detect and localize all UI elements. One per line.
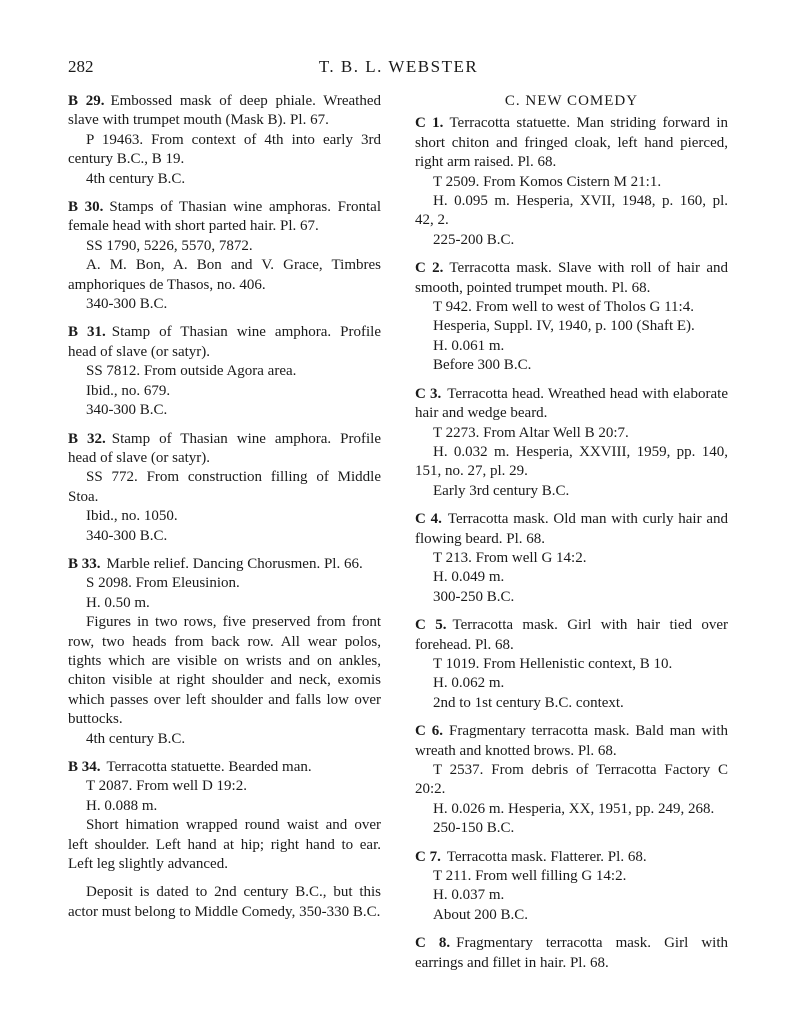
entry-label: C 7. [415,848,441,865]
catalog-entry [415,722,728,838]
entry-detail-line: Short himation wrapped round waist and over left shoulder. Left hand at hip; right hand to ear. Left leg slightly advanced. [68,817,381,873]
entry-description: Terracotta mask. Flatterer. Pl. 68. [446,848,647,865]
entry-label: B 33. [68,555,101,572]
entry-detail-line: H. 0.095 m. Hesperia, XVII, 1948, p. 160, pl. 42, 2. [415,193,728,229]
entry-detail-line: 4th century B.C. [86,730,186,747]
right-entry-list [415,114,728,973]
entry-detail-line: T 2537. From debris of Terracotta Factory C 20:2. [415,762,728,798]
entry-description-line [415,510,728,549]
entry-description-line [68,555,381,574]
entry-description-line [415,616,728,655]
entry-description-line [415,722,728,761]
entry-detail-line: T 1019. From Hellenistic context, B 10. [433,655,673,672]
catalog-entry [415,259,728,375]
entry-description-line [68,198,381,237]
catalog-entry [415,934,728,973]
page-header [68,57,729,81]
entry-detail-line: T 2273. From Altar Well B 20:7. [433,424,629,441]
entry-description: Fragmentary terracotta mask. Girl with earrings and fillet in hair. Pl. 68. [415,935,728,971]
entry-detail-line: P 19463. From context of 4th into early 3rd century B.C., B 19. [68,131,381,168]
catalog-entry [68,430,381,546]
entry-label: B 32. [68,430,106,447]
left-entry-list [68,92,381,874]
entry-detail-line: 340-300 B.C. [86,527,168,544]
catalog-entry [68,92,381,189]
entry-detail-line: H. 0.026 m. Hesperia, XX, 1951, pp. 249, 268. [433,800,715,817]
entry-description: Stamps of Thasian wine amphoras. Frontal female head with short parted hair. Pl. 67. [68,199,381,235]
entry-detail-line: 340-300 B.C. [86,296,168,313]
entry-description-line [415,114,728,172]
entry-detail-line: H. 0.049 m. [433,569,505,586]
entry-description: Terracotta head. Wreathed head with elaborate hair and wedge beard. [415,385,728,422]
entry-description: Terracotta statuette. Man striding forward in short chiton and fringed cloak, left hand pierced, right arm raised. Pl. 68. [415,115,728,171]
entry-detail-line: T 213. From well G 14:2. [433,549,587,566]
entry-description: Terracotta mask. Old man with curly hair and flowing beard. Pl. 68. [415,511,728,547]
entry-detail-line: H. 0.50 m. [86,594,150,611]
entry-detail-line: T 2509. From Komos Cistern M 21:1. [433,173,662,190]
entry-detail-line: T 211. From well filling G 14:2. [433,868,627,885]
entry-detail-line: 340-300 B.C. [86,402,168,419]
entry-description: Terracotta statuette. Bearded man. [106,759,312,775]
catalog-entry [415,616,728,713]
entry-description: Marble relief. Dancing Chorusmen. Pl. 66. [106,555,363,572]
entry-description: Embossed mask of deep phiale. Wreathed slave with trumpet mouth (Mask B). Pl. 67. [68,93,381,129]
entry-label: C 5. [415,617,447,634]
entry-detail-line: 225-200 B.C. [433,231,515,248]
entry-detail-line: Ibid., no. 679. [86,382,171,399]
entry-detail-line: About 200 B.C. [433,906,529,923]
entry-detail-line: Early 3rd century B.C. [433,482,570,499]
catalog-entry [415,848,728,926]
entry-detail-line: H. 0.088 m. [86,797,158,814]
entry-description-line [68,323,381,362]
entry-label: B 30. [68,199,104,216]
catalog-entry [68,555,381,749]
entry-description-line [415,848,728,867]
running-head: T. B. L. WEBSTER [318,57,479,76]
entry-detail-line: Figures in two rows, five preserved from front row, two heads from back row. All wear polos, tights which are visible on wrists and on ankles, chiton visible at right shoulder and neck, exomis which passes over left shoulder and falls low over buttocks. [68,614,381,728]
entry-detail-line: H. 0.037 m. [433,887,505,904]
entry-detail-line: S 2098. From Eleusinion. [86,575,240,592]
entry-detail-line: SS 1790, 5226, 5570, 7872. [86,237,253,254]
deposit-note: Deposit is dated to 2nd century B.C., but this actor must belong to Middle Comedy, 350-330 B.C. [68,884,381,920]
entry-label: B 34. [68,759,101,775]
entry-label: C 4. [415,511,442,528]
entry-label: C 1. [415,115,444,132]
entry-detail-line: SS 772. From construction filling of Middle Stoa. [68,469,381,505]
catalog-entry [68,323,381,420]
entry-detail-line: 4th century B.C. [86,170,186,187]
entry-detail-line: T 2087. From well D 19:2. [86,778,247,795]
entry-description-line [68,758,381,777]
entry-description: Terracotta mask. Slave with roll of hair and smooth, pointed trumpet mouth. Pl. 68. [415,260,728,296]
entry-description-line [415,259,728,298]
entry-label: B 31. [68,324,106,341]
entry-label: C 2. [415,260,444,277]
catalog-entry [415,385,728,501]
catalog-entry [415,510,728,607]
entry-detail-line: SS 7812. From outside Agora area. [86,363,297,380]
entry-detail-line: Hesperia, Suppl. IV, 1940, p. 100 (Shaft E). [433,318,695,335]
entry-detail-line: A. M. Bon, A. Bon and V. Grace, Timbres amphoriques de Thasos, no. 406. [68,257,381,293]
left-column [68,92,381,922]
entry-label: C 6. [415,723,443,740]
entry-description-line [415,385,728,424]
entry-description-line [415,934,728,973]
entry-label: B 29. [68,93,105,109]
entry-description: Fragmentary terracotta mask. Bald man with wreath and knotted brows. Pl. 68. [415,723,728,759]
page-number: 282 [68,57,94,76]
entry-description: Stamp of Thasian wine amphora. Profile head of slave (or satyr). [68,324,381,360]
entry-description: Stamp of Thasian wine amphora. Profile head of slave (or satyr). [68,430,381,466]
catalog-entry [68,198,381,314]
entry-label: C 8. [415,935,451,952]
entry-description: Terracotta mask. Girl with hair tied over forehead. Pl. 68. [415,617,728,653]
right-column [415,92,728,982]
entry-detail-line: 2nd to 1st century B.C. context. [433,694,624,711]
entry-detail-line: H. 0.062 m. [433,675,505,692]
entry-detail-line: H. 0.061 m. [433,337,505,354]
section-title: C. NEW COMEDY [504,93,639,109]
entry-detail-line: H. 0.032 m. Hesperia, XXVIII, 1959, pp. 140, 151, no. 27, pl. 29. [415,443,728,480]
entry-detail-line: 250-150 B.C. [433,820,515,837]
entry-description-line [68,92,381,131]
entry-description-line [68,430,381,469]
catalog-entry [415,114,728,250]
entry-detail-line: Ibid., no. 1050. [86,508,178,525]
entry-detail-line: Before 300 B.C. [433,357,532,374]
catalog-entry [68,758,381,874]
entry-label: C 3. [415,385,442,402]
entry-detail-line: T 942. From well to west of Tholos G 11:4. [433,299,694,316]
entry-detail-line: 300-250 B.C. [433,588,515,605]
